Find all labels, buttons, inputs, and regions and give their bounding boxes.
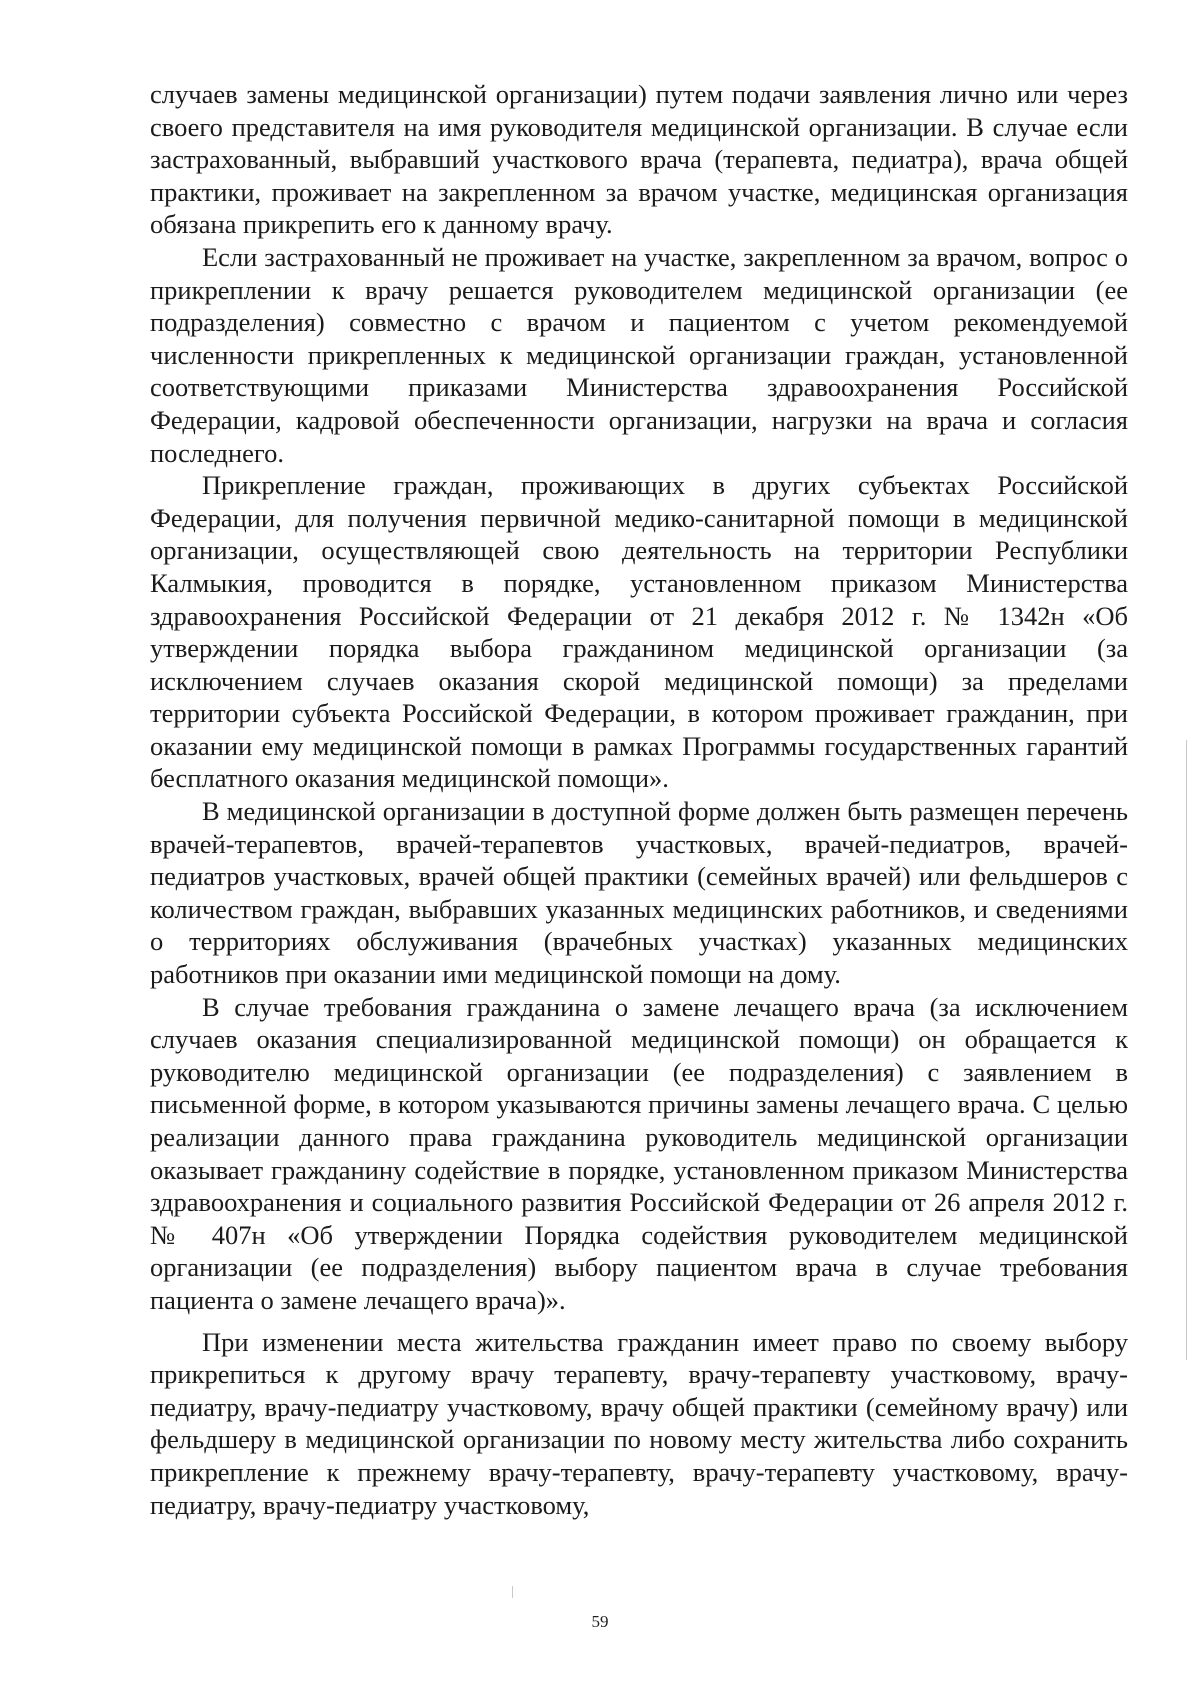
- page-number: 59: [591, 1612, 609, 1631]
- paragraph-5: В случае требования гражданина о замене лечащего врача (за исключением случаев оказания специализированной медицинской помощи) он обращается к руководителю медицинской организации (ее подразделения) с заявлением в письменной форме, в котором указываются причины замены лечащего врача. С целью реализации данного права гражданина руководитель медицинской организации оказывает гражданину содействие в порядке, установленном приказом Министерства здравоохранения и социального развития Российской Федерации от 26 апреля 2012 г. № 407н «Об утверждении Порядка содействия руководителем медицинской организации (ее подразделения) выбору пациентом врача в случае требования пациента о замене лечащего врача)».: [150, 991, 1128, 1315]
- scan-artifact-mark: [512, 1586, 513, 1598]
- paragraph-1: случаев замены медицинской организации) путем подачи заявления лично или через своего представителя на имя руководителя медицинской организации. В случае если застрахованный, выбравший участкового врача (терапевта, педиатра), врача общей практики, проживает на закрепленном за врачом участке, медицинская организация обязана прикрепить его к данному врачу.: [150, 79, 1128, 240]
- scan-artifact-line: [1186, 740, 1187, 1360]
- paragraph-6: При изменении места жительства гражданин имеет право по своему выбору прикрепиться к другому врачу терапевту, врачу-терапевту участковому, врачу-педиатру, врачу-педиатру участковому, врачу общей практики (семейному врачу) или фельдшеру в медицинской организации по новому месту жительства либо сохранить прикрепление к прежнему врачу-терапевту, врачу-терапевту участковому, врачу-педиатру, врачу-педиатру участковому,: [150, 1326, 1128, 1520]
- paragraph-3: Прикрепление граждан, проживающих в других субъектах Российской Федерации, для получения первичной медико-санитарной помощи в медицинской организации, осуществляющей свою деятельность на территории Республики Калмыкия, проводится в порядке, установленном приказом Министерства здравоохранения Российской Федерации от 21 декабря 2012 г. № 1342н «Об утверждении порядка выбора гражданином медицинской организации (за исключением случаев оказания скорой медицинской помощи) за пределами территории субъекта Российской Федерации, в котором проживает гражданин, при оказании ему медицинской помощи в рамках Программы государственных гарантий бесплатного оказания медицинской помощи».: [150, 470, 1128, 794]
- document-body: [150, 78, 1128, 1521]
- paragraph-4: В медицинской организации в доступной форме должен быть размещен перечень врачей-терапевтов, врачей-терапевтов участковых, врачей-педиатров, врачей-педиатров участковых, врачей общей практики (семейных врачей) или фельдшеров с количеством граждан, выбравших указанных медицинских работников, и сведениями о территориях обслуживания (врачебных участках) указанных медицинских работников при оказании ими медицинской помощи на дому.: [150, 796, 1128, 990]
- paragraph-2: Если застрахованный не проживает на участке, закрепленном за врачом, вопрос о прикреплении к врачу решается руководителем медицинской организации (ее подразделения) совместно с врачом и пациентом с учетом рекомендуемой численности прикрепленных к медицинской организации граждан, установленной соответствующими приказами Министерства здравоохранения Российской Федерации, кадровой обеспеченности организации, нагрузки на врача и согласия последнего.: [150, 241, 1128, 468]
